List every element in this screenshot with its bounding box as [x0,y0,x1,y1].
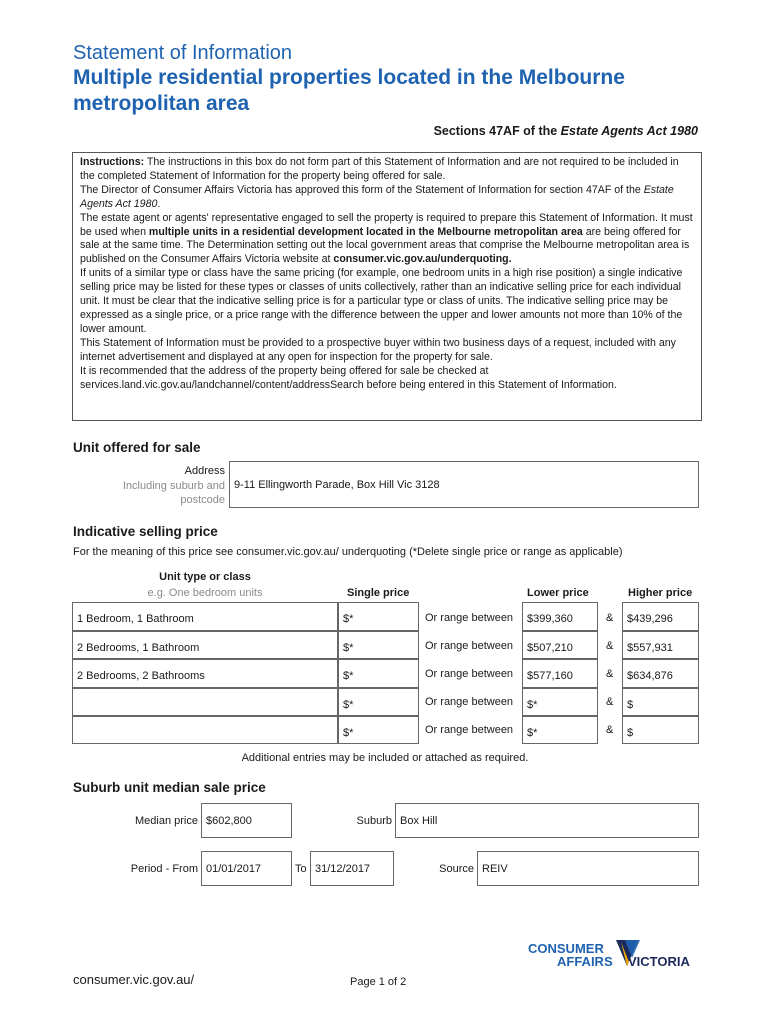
single-price-field[interactable]: $* [338,602,419,631]
ampersand: & [606,612,614,624]
higher-price-field[interactable]: $ [622,716,699,744]
instructions-paragraph: It is recommended that the address of the property being offered for sale be checked at services.land.vic.gov.au/landchannel/content/addressSearch before being entered in this Statement of Information. [80,364,617,391]
single-price-field[interactable]: $* [338,688,419,716]
lower-price-field[interactable]: $* [522,716,598,744]
single-price-field[interactable]: $* [338,659,419,688]
indicative-note: For the meaning of this price see consumer.vic.gov.au/ underquoting (*Delete single price or range as applicable) [73,546,623,558]
underquoting-link[interactable]: consumer.vic.gov.au/underquoting. [333,253,512,266]
period-to-label: To [295,863,307,875]
unit-type-field[interactable]: 1 Bedroom, 1 Bathroom [72,602,338,631]
logo-word-victoria: VICTORIA [628,954,690,969]
higher-price-field[interactable]: $634,876 [622,659,699,688]
section-heading-unit-offered: Unit offered for sale [73,440,201,455]
lower-price-field[interactable]: $507,210 [522,631,598,659]
unit-type-field[interactable] [72,688,338,716]
column-header-higher-price: Higher price [628,587,693,599]
sections-reference: Sections 47AF of the Estate Agents Act 1980 [433,124,698,138]
range-label: Or range between [425,668,514,680]
source-field[interactable]: REIV [477,851,699,886]
page-number: Page 1 of 2 [350,976,407,988]
column-header-single-price: Single price [347,587,410,599]
instructions-paragraph: This Statement of Information must be provided to a prospective buyer within two business days of a request, included with any internet advertisement and displayed at any open for inspection for the property for sale. [80,336,676,363]
act-name: Estate Agents Act 1980 [560,124,698,138]
higher-price-field[interactable]: $557,931 [622,631,699,659]
period-from-label: Period - From [130,863,198,875]
section-heading-indicative-price: Indicative selling price [73,524,218,539]
page-title: Multiple residential properties located in the Melbourne metropolitan area [73,66,625,115]
lower-price-field[interactable]: $577,160 [522,659,598,688]
instructions-paragraph: If units of a similar type or class have the same pricing (for example, one bedroom units in a high rise position) a single indicative selling price may be listed for these types or classes of units collectively, rather than an indicative selling price for each individual unit. It must be clear that the indicative selling price is for a particular type or class of units. The indicative selling price may be expressed as a single price, or a price range with the difference between the upper and lower amounts not more than 10% of the lower amount. [80,267,683,335]
period-to-field[interactable]: 31/12/2017 [310,851,394,886]
form-subtitle: Statement of Information [73,42,293,64]
range-label: Or range between [425,696,514,708]
ampersand: & [606,696,614,708]
instructions-paragraph: The Director of Consumer Affairs Victoria has approved this form of the Statement of Information for section 47AF of the Estate Agents Act 1980. [80,183,674,210]
single-price-field[interactable]: $* [338,716,419,744]
lower-price-field[interactable]: $399,360 [522,602,598,631]
higher-price-field[interactable]: $439,296 [622,602,699,631]
range-label: Or range between [425,612,514,624]
median-price-field[interactable]: $602,800 [201,803,292,838]
logo-word-affairs: AFFAIRS [557,954,613,969]
instructions-paragraph: Instructions: The instructions in this box do not form part of this Statement of Information and are not required to be included in the completed Statement of Information for the property being offered for sale. [80,156,679,182]
lower-price-field[interactable]: $* [522,688,598,716]
ampersand: & [606,724,614,736]
instructions-paragraph: The estate agent or agents' representative engaged to sell the property is required to prepare this Statement of Information. It must be used when multiple units in a residential development located in the Melbourne metropolitan area are being offered for sale at the same time. The Determination setting out the local government areas that comprise the Melbourne metropolitan area is published on the Consumer Affairs Victoria website at consumer.vic.gov.au/underquoting. [80,211,693,266]
instructions-box [72,152,702,421]
address-field[interactable]: 9-11 Ellingworth Parade, Box Hill Vic 3128 [229,461,699,508]
range-label: Or range between [425,724,514,736]
higher-price-field[interactable]: $ [622,688,699,716]
single-price-field[interactable]: $* [338,631,419,659]
median-price-label: Median price [135,815,198,827]
unit-type-field[interactable]: 2 Bedrooms, 2 Bathrooms [72,659,338,688]
unit-type-field[interactable]: 2 Bedrooms, 1 Bathroom [72,631,338,659]
logo-word-consumer: CONSUMER [528,941,604,956]
section-heading-median-price: Suburb unit median sale price [73,780,266,795]
range-label: Or range between [425,640,514,652]
suburb-field[interactable]: Box Hill [395,803,699,838]
period-from-field[interactable]: 01/01/2017 [201,851,292,886]
ampersand: & [606,640,614,652]
column-header-unit-type: Unit type or class [159,571,251,583]
footer-site: consumer.vic.gov.au/ [73,972,195,987]
source-label: Source [439,863,474,875]
additional-entries-note: Additional entries may be included or attached as required. [241,752,529,764]
ampersand: & [606,668,614,680]
column-header-unit-example: e.g. One bedroom units [147,587,263,599]
column-header-lower-price: Lower price [527,587,589,599]
unit-type-field[interactable] [72,716,338,744]
address-label: Address Including suburb and postcode [122,465,225,506]
suburb-label: Suburb [356,815,392,827]
